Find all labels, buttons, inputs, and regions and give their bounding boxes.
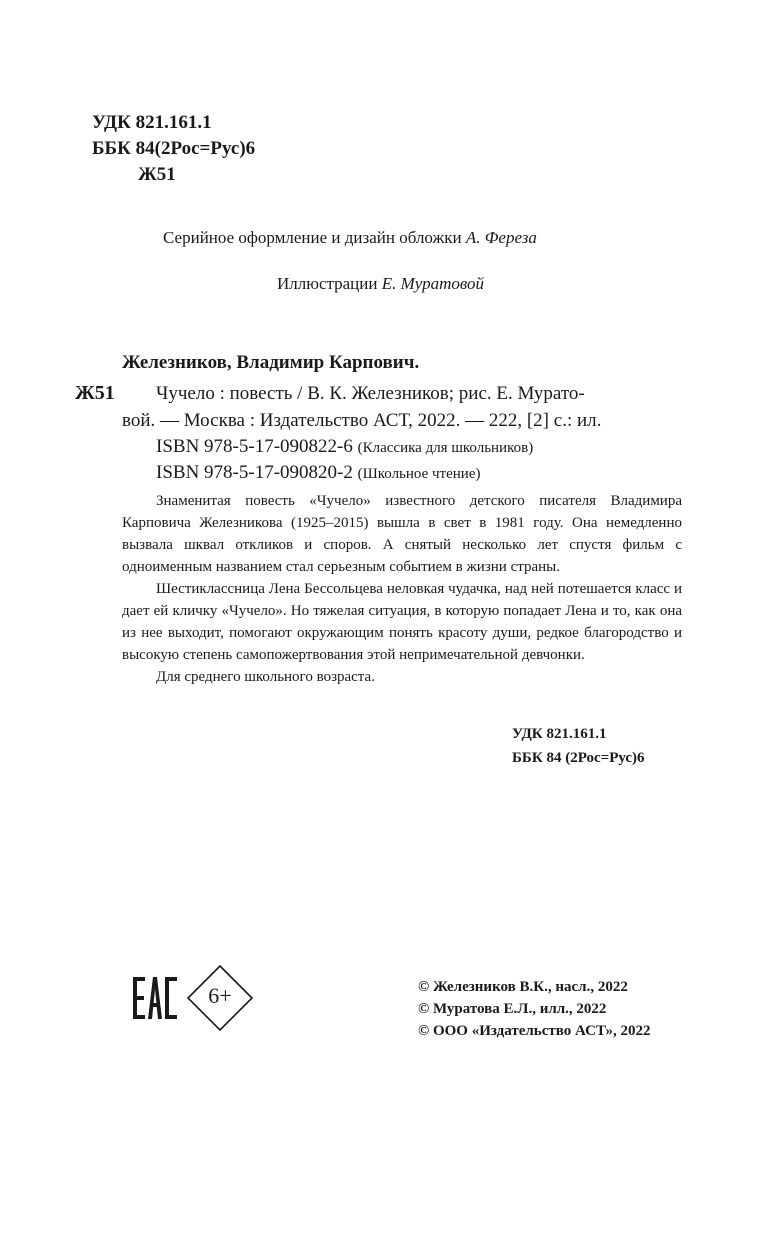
bibliographic-description (122, 380, 682, 434)
catalog-author-mark: Ж51 (75, 382, 115, 404)
copyright-publisher: © ООО «Издательство АСТ», 2022 (418, 1023, 651, 1039)
bottom-classification-block (512, 722, 645, 770)
annotation-paragraph-2: Шестиклассница Лена Бессольцева неловкая чудачка, над ней потешается класс и дает ей кличку «Чучело». Но тяжелая ситуация, в которую попадает Лена и то, как она из нее выходит, помогают окружающим понять красоту души, редкое благородство и высокую степень самопожертвования этой непримечательной девчонки. (122, 581, 682, 663)
bbk-code: ББК 84(2Рос=Рус)6 (92, 138, 256, 159)
isbn-1-series: (Классика для школьников) (357, 440, 534, 456)
bbk-code-bottom: ББК 84 (2Рос=Рус)6 (512, 750, 645, 766)
cover-designer-name: А. Фереза (465, 228, 537, 247)
udk-code: УДК 821.161.1 (92, 112, 212, 133)
eac-mark-icon (133, 977, 179, 1019)
illustrations-credit (277, 274, 484, 294)
isbn-2-series: (Школьное чтение) (357, 466, 481, 482)
cover-design-label: Серийное оформление и дизайн обложки (163, 228, 462, 247)
catalog-author-heading: Железников, Владимир Карпович. (122, 352, 420, 373)
copyright-illustrator: © Муратова Е.Л., илл., 2022 (418, 1001, 607, 1017)
author-mark: Ж51 (138, 164, 176, 185)
copyright-author: © Железников В.К., насл., 2022 (418, 979, 628, 995)
annotation-paragraph-1: Знаменитая повесть «Чучело» известного детского писателя Владимира Карповича Железникова (1925–2015) вышла в свет в 1981 году. Она немедленно вызвала шквал откликов и споров. А снятый несколько лет спустя фильм с одноименным названием стал серьезным событием в жизни страны. (122, 493, 682, 575)
cover-design-credit (163, 228, 537, 248)
isbn-line-2 (156, 462, 480, 484)
top-classification-block (92, 110, 255, 188)
illustrator-name: Е. Муратовой (381, 274, 485, 293)
annotation (122, 490, 682, 688)
bibliographic-line-2: вой. — Москва : Издательство АСТ, 2022. — 222, [2] с.: ил. (122, 410, 602, 431)
age-rating-label: 6+ (208, 983, 232, 1008)
bibliographic-line-1: Чучело : повесть / В. К. Железников; рис. Е. Мурато- (156, 383, 585, 404)
udk-code-bottom: УДК 821.161.1 (512, 726, 607, 742)
isbn-2: ISBN 978-5-17-090820-2 (156, 462, 353, 483)
annotation-audience: Для среднего школьного возраста. (156, 669, 375, 685)
copyright-block (418, 976, 651, 1042)
isbn-line-1 (156, 436, 533, 458)
isbn-1: ISBN 978-5-17-090822-6 (156, 436, 353, 457)
illustrations-label: Иллюстрации (277, 274, 378, 293)
